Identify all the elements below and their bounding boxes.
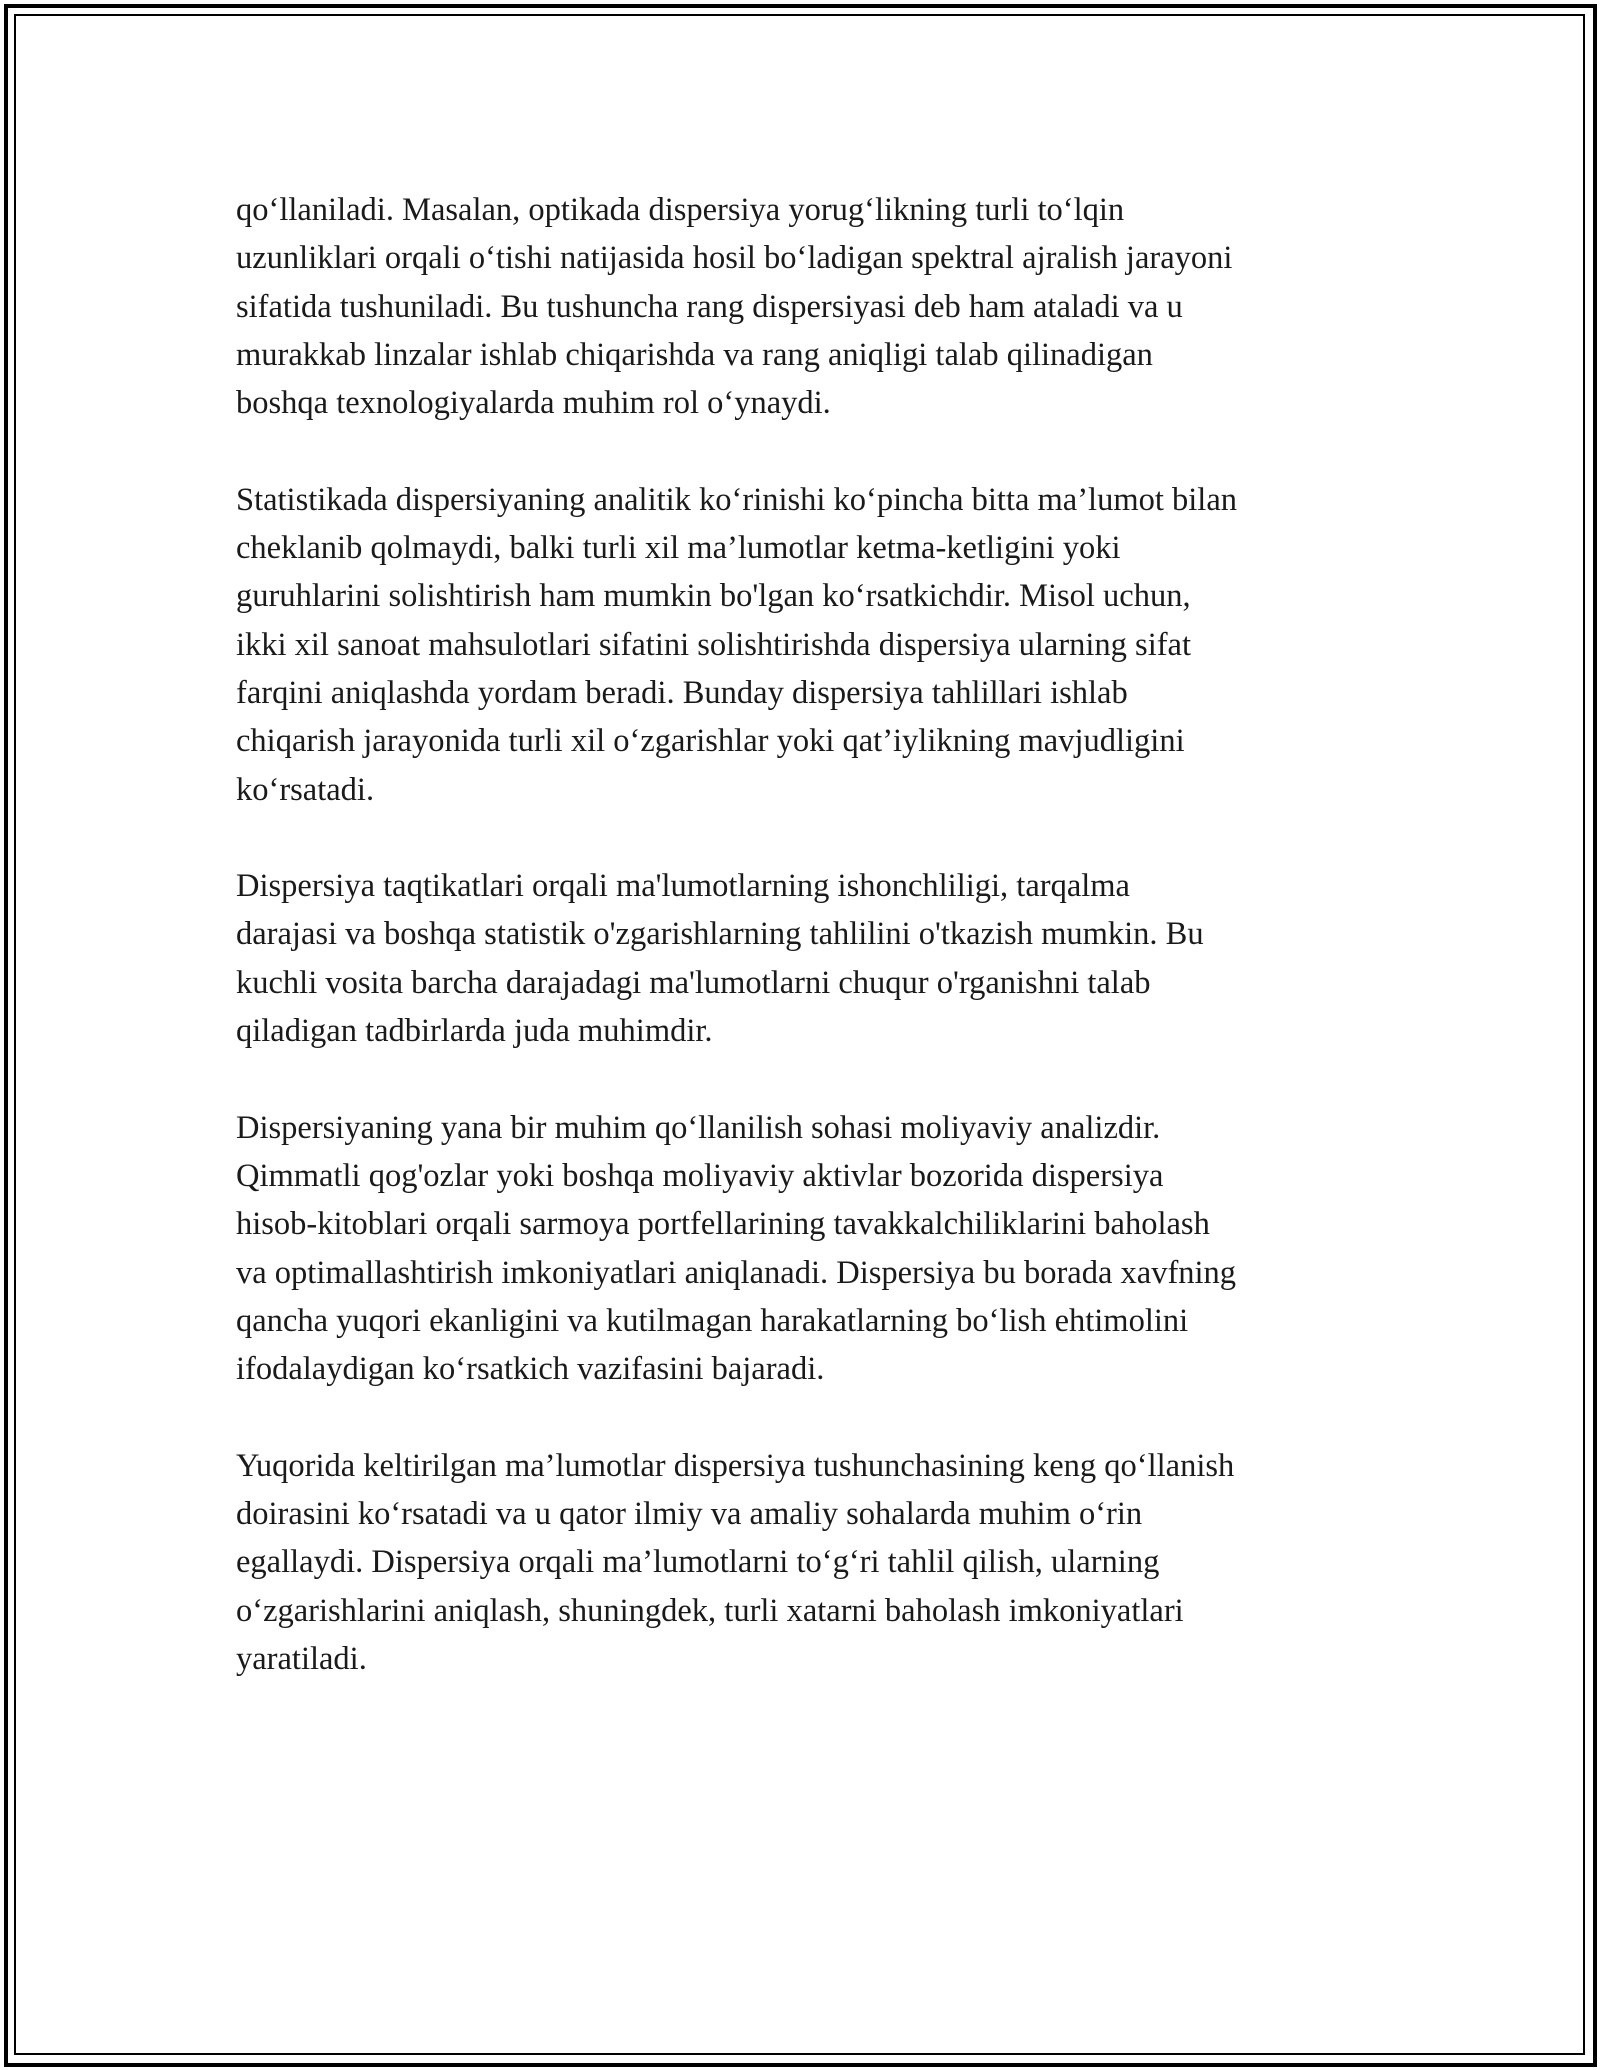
- text-line: egallaydi. Dispersiya orqali ma’lumotlarni to‘g‘ri tahlil qilish, ularning: [236, 1544, 1160, 1581]
- paragraph: [236, 186, 1376, 427]
- text-line: Statistikada dispersiyaning analitik ko‘rinishi ko‘pincha bitta ma’lumot bilan: [236, 481, 1237, 518]
- text-line: farqini aniqlashda yordam beradi. Bunday dispersiya tahlillari ishlab: [236, 674, 1128, 711]
- text-line: sifatida tushuniladi. Bu tushuncha rang dispersiyasi deb ham ataladi va u: [236, 288, 1183, 325]
- text-line: chiqarish jarayonida turli xil o‘zgarishlar yoki qat’iylikning mavjudligini: [236, 723, 1185, 760]
- text-line: darajasi va boshqa statistik o'zgarishlarning tahlilini o'tkazish mumkin. Bu: [236, 916, 1204, 953]
- text-line: o‘zgarishlarini aniqlash, shuningdek, turli xatarni baholash imkoniyatlari: [236, 1592, 1184, 1629]
- text-line: Dispersiya taqtikatlari orqali ma'lumotlarning ishonchliligi, tarqalma: [236, 868, 1130, 905]
- text-line: boshqa texnologiyalarda muhim rol o‘ynaydi.: [236, 385, 831, 422]
- text-line: kuchli vosita barcha darajadagi ma'lumotlarni chuqur o'rganishni talab: [236, 964, 1151, 1001]
- text-line: ko‘rsatadi.: [236, 771, 375, 808]
- text-line: ikki xil sanoat mahsulotlari sifatini solishtirishda dispersiya ularning sifat: [236, 626, 1192, 663]
- paragraph: [236, 1442, 1376, 1683]
- text-line: qiladigan tadbirlarda juda muhimdir.: [236, 1013, 713, 1050]
- document-body: [236, 186, 1376, 1732]
- paragraph: [236, 476, 1376, 814]
- text-line: Yuqorida keltirilgan ma’lumotlar dispersiya tushunchasining keng qo‘llanish: [236, 1447, 1235, 1484]
- paragraph: [236, 1104, 1376, 1394]
- text-line: cheklanib qolmaydi, balki turli xil ma’lumotlar ketma-ketligini yoki: [236, 530, 1121, 567]
- text-line: doirasini ko‘rsatadi va u qator ilmiy va amaliy sohalarda muhim o‘rin: [236, 1496, 1143, 1533]
- text-line: va optimallashtirish imkoniyatlari aniqlanadi. Dispersiya bu borada xavfning: [236, 1254, 1237, 1291]
- text-line: qo‘llaniladi. Masalan, optikada dispersiya yorug‘likning turli to‘lqin: [236, 192, 1125, 228]
- text-line: murakkab linzalar ishlab chiqarishda va rang aniqligi talab qilinadigan: [236, 336, 1153, 373]
- paragraph: [236, 862, 1376, 1055]
- text-line: Dispersiyaning yana bir muhim qo‘llanilish sohasi moliyaviy analizdir.: [236, 1109, 1161, 1146]
- text-line: Qimmatli qog'ozlar yoki boshqa moliyaviy aktivlar bozorida dispersiya: [236, 1157, 1164, 1194]
- text-line: uzunliklari orqali o‘tishi natijasida hosil bo‘ladigan spektral ajralish jarayoni: [236, 240, 1233, 277]
- text-line: qancha yuqori ekanligini va kutilmagan harakatlarning bo‘lish ehtimolini: [236, 1302, 1189, 1339]
- text-line: yaratiladi.: [236, 1640, 367, 1677]
- text-line: ifodalaydigan ko‘rsatkich vazifasini bajaradi.: [236, 1351, 825, 1388]
- text-line: hisob-kitoblari orqali sarmoya portfellarining tavakkalchiliklarini baholash: [236, 1206, 1210, 1243]
- text-line: guruhlarini solishtirish ham mumkin bo'lgan ko‘rsatkichdir. Misol uchun,: [236, 578, 1191, 615]
